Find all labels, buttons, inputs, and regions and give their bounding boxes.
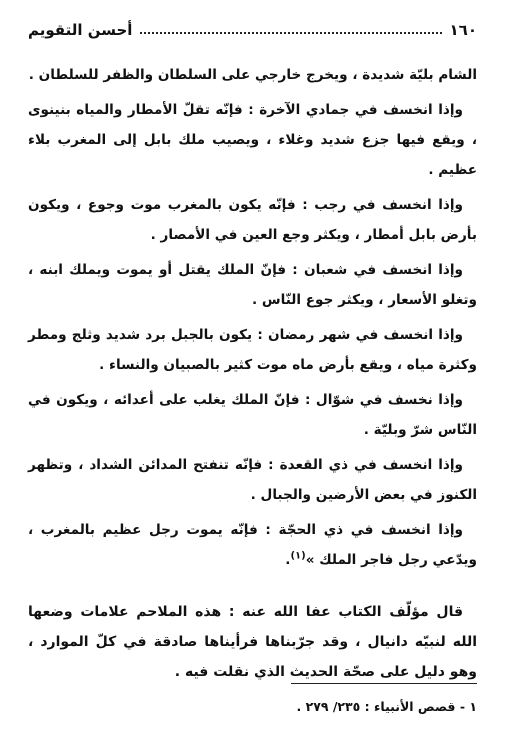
- header-dotted-leader: [140, 32, 441, 34]
- footnote: ١ - قصص الأنبياء : ٢٣٥/ ٢٧٩ .: [296, 699, 477, 714]
- paragraph: وإذا نخسف في شوّال : فإنّ الملك يغلب على أعدائه ، ويكون في النّاس شرّ وبليّة .: [28, 392, 477, 438]
- paragraph: وإذا انخسف في شعبان : فإنّ الملك يقتل أو يموت ويملك ابنه ، وتغلو الأسعار ، ويكثر جوع النّاس .: [28, 262, 477, 308]
- page-header: [28, 18, 477, 42]
- paragraph: الشام بليّة شديدة ، ويخرج خارجي على السلطان والظفر للسلطان .: [28, 67, 477, 83]
- paragraph: وإذا انخسف في شهر رمضان : يكون بالجبل برد شديد وثلج ومطر وكثرة مياه ، ويقع بأرض ماه موت كثير بالصبيان والنساء .: [28, 327, 477, 373]
- paragraph: وإذا انخسف في ذي القعدة : فإنّه تنفتح المدائن الشداد ، وتظهر الكنوز في بعض الأرضين والجبال .: [28, 457, 477, 503]
- running-title: أحسن التقويم: [28, 21, 133, 39]
- footnote-divider: [291, 683, 477, 684]
- paragraph-end: .: [285, 552, 291, 568]
- paragraph: وإذا انخسف في جمادي الآخرة : فإنّه تقلّ الأمطار والمياه بنينوى ، ويقع فيها جزع شديد وغلاء ، ويصيب ملك بابل إلى المغرب بلاء عظيم .: [28, 102, 477, 178]
- paragraph: وإذا انخسف في رجب : فإنّه يكون بالمغرب موت وجوع ، ويكون بأرض بابل أمطار ، ويكثر وجع العين في الأمصار .: [28, 197, 477, 243]
- author-note: قال مؤلّف الكتاب عفا الله عنه : هذه الملاحم علامات وضعها الله لنبيّه دانيال ، وقد جرّبناها فرأيناها صادقة في كلّ الموارد ، وهو دليل على صحّة الحديث الذي نقلت فيه .: [28, 604, 477, 680]
- paragraph-with-footnote: [28, 515, 477, 575]
- footnote-reference[interactable]: (١): [290, 550, 306, 562]
- paragraph-text: وإذا انخسف في ذي الحجّة : فإنّه يموت رجل عظيم بالمغرب ، ويدّعي رجل فاجر الملك »: [28, 522, 477, 568]
- page-number: ١٦٠: [449, 21, 477, 39]
- main-text: [28, 60, 477, 687]
